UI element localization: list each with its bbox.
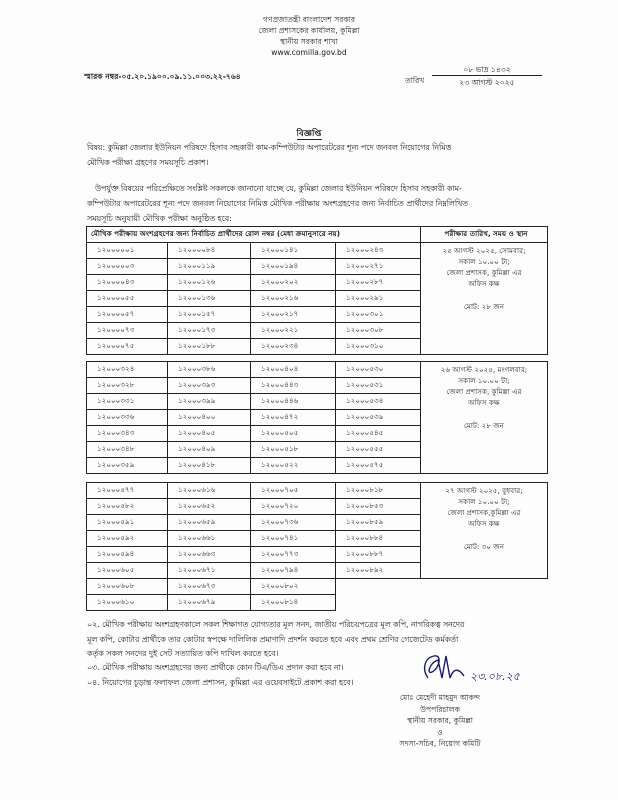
roll-cell: ১২০০০৩৯৯ [168,394,251,410]
roll-cell: ১২০০০২১৬ [251,291,336,307]
roll-cell: ১২০০০২১৭ [251,307,336,323]
signatory-name: মোঃ মেহেদী মাহমুদ আকন্দ [399,693,481,702]
roll-cell: ১২০০০৫৯২ [87,531,168,547]
exam-room: অফিস কক্ষ [468,519,500,528]
intro-line1: উপর্যুক্ত বিষয়ের পরিপ্রেক্ষিতে সংশ্লিষ্ট সকলকে জানানো যাচ্ছে যে, কুমিল্লা জেলার ইউনিয়ন পরিষদে হিসাব সহকারী কাম- [95,184,462,193]
exam-time: সকাল ১০.০০ টা; [458,497,510,506]
roll-cell: ১২০০০৫০৫ [251,426,336,442]
roll-cell: ১২০০০৫৮২ [87,499,168,515]
roll-cell: ১২০০০৭৪১ [251,531,336,547]
intro [87,181,547,226]
roll-cell: ১২০০০২৭১ [336,259,421,275]
memo-number: স্মারক নম্বর-০৫.২০.১৯০০.০৯.১১.০০৩.২২-৭৬৪ [84,72,241,81]
exam-room: অফিস কক্ষ [468,279,500,288]
exam-info [421,483,548,579]
date-label: তারিখ [405,76,425,85]
signature-date: ২৩.০৮.২৫ [470,670,520,683]
roll-cell: ১২০০০৫২২ [251,458,336,474]
roll-cell: ১২০০০৪৪৩ [251,378,336,394]
roll-cell: ১২০০০৫৯৪ [87,547,168,563]
date-english: ২৩ আগস্ট ২০২৫ [432,75,542,88]
exam-place: জেলা প্রশাসক, কুমিল্লা এর [446,387,522,396]
header-office: জেলা প্রশাসকের কার্যালয়, কুমিল্লা [258,26,360,35]
table-row [87,483,548,499]
roll-cell: ১২০০০৫৭৫ [336,458,421,474]
roll-cell: ১২০০০৪০৫ [168,426,251,442]
exam-date: ২৬ আগস্ট ২০২৫, মংগলবার; [440,365,528,374]
exam-time: সকাল ১০.০০ টা; [458,257,510,266]
signatory-committee: সদস্য-সচিব, নিয়োগ কমিটি [399,739,481,748]
roll-cell: ১২০০০৬৭৩ [168,579,251,595]
header-govt: গণপ্রজাতন্ত্রী বাংলাদেশ সরকার [262,15,356,24]
signatory-office: স্থানীয় সরকার, কুমিল্লা [407,716,473,725]
exam-info [421,362,548,474]
roll-cell: ১২০০০৩১০ [336,339,421,355]
signatory-block [330,692,550,750]
roll-cell: ১২০০০২৩৪ [251,339,336,355]
roll-cell: ১২০০০৮৮৭ [336,547,421,563]
roll-cell: ১২০০০১৭৩ [168,323,251,339]
schedule-table-2 [86,361,548,474]
roll-cell: ১২০০০৭২০ [251,499,336,515]
exam-time: সকাল ১০.০০ টা; [458,376,510,385]
roll-cell: ১২০০০০০১ [87,243,168,259]
header-website: www.comilla.gov.bd [271,48,347,57]
roll-cell: ১২০০০৬৬১ [168,531,251,547]
schedule-table-1 [86,226,548,355]
roll-cell: ১২০০০৫৩০ [336,362,421,378]
roll-cell: ১২০০০১৮৮ [168,339,251,355]
roll-cell: ১২০০০৮১৪ [251,595,336,611]
roll-cell: ১২০০০০৭৩ [87,323,168,339]
roll-cell: ১২০০০৬০৮ [87,579,168,595]
table-row [87,595,548,611]
roll-cell: ১২০০০৫৩৪ [336,394,421,410]
roll-cell: ১২০০০৩৪৮ [87,442,168,458]
roll-cell: ১২০০০২২১ [251,323,336,339]
roll-cell: ১২০০০২৯১ [336,291,421,307]
table-row [87,579,548,595]
roll-cell: ১২০০০০৮৪ [168,243,251,259]
exam-place: জেলা প্রশাসক,কুমিল্লা এর [447,508,521,517]
roll-cell: ১২০০০৩৯৩ [168,378,251,394]
exam-place: জেলা প্রশাসক, কুমিল্লা এর [446,268,522,277]
roll-cell: ১২০০০৮০২ [251,579,336,595]
signatory-and: ও [437,727,443,737]
roll-cell: ১২০০০৮৫৯ [336,515,421,531]
note-4: ০৪. নিয়োগের চূড়ান্ত ফলাফল জেলা প্রশাসন, কুমিল্লা এর ওয়েবসাইটে প্রকাশ করা হবে। [87,678,354,687]
roll-cell: ১২০০০৬৭৯ [168,595,251,611]
exam-total: মোট: ২৮ জন [464,302,505,311]
note-2-line3: কর্তৃক সকল সনদের দুই সেট সত্যায়িত কপি দাখিল করতে হবে। [87,649,279,658]
exam-total: মোট: ৩০ জন [464,542,504,551]
roll-cell: ১২০০০১২৬ [168,275,251,291]
table-row [87,362,548,378]
date-bangla: ০৮ ভাদ্র ১৪৩২ [463,65,511,74]
exam-total: মোট: ২৮ জন [464,421,504,430]
roll-cell: ১২০০০১৯৪ [251,259,336,275]
roll-header: মৌখিক পরীক্ষায় অংশগ্রহণের জন্য নির্বাচিত প্রার্থীদের রোল নম্বর (মেধা ক্রমানুসারে নয়) [87,227,421,243]
roll-cell: ১২০০০৩৩৬ [87,410,168,426]
roll-cell: ১২০০০৬১৬ [168,483,251,499]
roll-cell: ১২০০০৩৩১ [87,394,168,410]
roll-cell: ১২০০০৮১৮ [336,483,421,499]
roll-cell: ১২০০০১৩৬ [168,291,251,307]
roll-cell: ১২০০০৪৭২ [251,410,336,426]
header-branch: স্থানীয় সরকার শাখা [279,37,338,46]
subject-line2: মৌখিক পরীক্ষা গ্রহণের সময়সূচি প্রকাশ। [87,158,209,167]
roll-cell: ১২০০০৬৫২ [168,499,251,515]
roll-cell: ১২০০০০৪৩ [87,275,168,291]
roll-cell: ১২০০০৬১০ [87,595,168,611]
exam-date: ২৭ আগস্ট ২০২৫, বুধবার; [445,486,523,495]
roll-cell: ১২০০০৫৩১ [336,378,421,394]
roll-cell: ১২০০০০০৩ [87,259,168,275]
roll-cell: ১২০০০৫৭৭ [87,483,168,499]
roll-cell: ১২০০০০৫৭ [87,307,168,323]
roll-cell: ১২০০০০৭৫ [87,339,168,355]
note-3: ০৩. মৌখিক পরীক্ষায় অংশগ্রহণের জন্য প্রার্থীকে কোন টিএ/ডিএ প্রদান করা হবে না। [87,663,344,672]
signature-scribble [420,648,490,690]
roll-cell: ১২০০০৬৫৯ [168,515,251,531]
roll-cell: ১২০০০৩৮৬ [168,362,251,378]
info-header: পরীক্ষার তারিখ, সময় ও স্থান [421,227,548,243]
intro-line3: সময়সূচি অনুযায়ী মৌখিক পরীক্ষা অনুষ্ঠিত হবে: [87,214,232,223]
exam-date: ২৫ আগস্ট ২০২৫, সোমবার; [442,246,526,255]
date-block [432,64,542,88]
roll-cell: ১২০০০০৫৫ [87,291,168,307]
roll-cell: ১২০০০৭৭৩ [251,547,336,563]
subject [87,140,547,170]
roll-cell: ১২০০০৫৩৯ [336,410,421,426]
roll-cell: ১২০০০৪৪৬ [251,394,336,410]
table-header-row [87,227,548,243]
roll-cell: ১২০০০৫৫৫ [336,442,421,458]
roll-cell: ১২০০০৮৫৩ [336,499,421,515]
roll-cell: ১২০০০৩২৪ [87,362,168,378]
notice-title [0,129,618,139]
subject-line1: বিষয়: কুমিল্লা জেলার ইউনিয়ন পরিষদে হিসাব সহকারী কাম-কম্পিউটার অপারেটরের শূন্য পদে জনবল নিয়োগের নিমিত্ত [87,143,452,152]
roll-cell: ১২০০০৮৯২ [336,563,421,579]
roll-cell: ১২০০০২৪৩ [336,243,421,259]
roll-cell: ১২০০০৩০৮ [336,323,421,339]
roll-cell: ১২০০০৪০৪ [251,362,336,378]
roll-cell: ১২০০০৪১৮ [168,458,251,474]
roll-cell: ১২০০০৬৬৩ [168,547,251,563]
roll-cell: ১২০০০৩০১ [336,307,421,323]
roll-cell: ১২০০০৭৯৪ [251,563,336,579]
roll-cell: ১২০০০৭০৫ [251,483,336,499]
roll-cell: ১২০০০৪০৯ [168,442,251,458]
note-2-line2: মূল কপি, কোটার প্রার্থীকে তার কোটার স্বপক্ষে দালিলিক প্রমাণাদি প্রদর্শন করতে হবে এবং প্রথম শ্রেণির গেজেটেড কর্মকর্তা [87,634,459,644]
exam-info [421,243,548,355]
roll-cell: ১২০০০৭৩৬ [251,515,336,531]
roll-cell: ১২০০০৬০৫ [87,563,168,579]
roll-cell: ১২০০০১৫৭ [168,307,251,323]
roll-cell: ১২০০০৫১৮ [251,442,336,458]
roll-cell: ১২০০০৩৫৯ [87,458,168,474]
roll-cell: ১২০০০৬৭১ [168,563,251,579]
roll-cell: ১২০০০৫৪৫ [336,426,421,442]
intro-line2: কম্পিউটার অপারেটরের শূন্য পদে জনবল নিয়োগের নিমিত্ত মৌখিক পরীক্ষায় অংশগ্রহণের জন্য নির্বাচিত প্রার্থীদের নিম্নলিখিত [87,199,469,208]
note-2-line1: ০২. মৌখিক পরীক্ষায় অংশগ্রহণকালে সকল শিক্ষাগত যোগ্যতার মূল সনদ, জাতীয় পরিচয়পত্রের মূল কপি, নাগরিকত্ব সনদের [87,620,465,629]
roll-cell: ১২০০০২৮৭ [336,275,421,291]
roll-cell: ১২০০০১৪১ [251,243,336,259]
table-row [87,243,548,259]
schedule-table-3 [86,482,548,611]
roll-cell: ১২০০০২০২ [251,275,336,291]
roll-cell: ১২০০০৪০০ [168,410,251,426]
roll-cell: ১২০০০৮৮৪ [336,531,421,547]
roll-cell: ১২০০০৫৯১ [87,515,168,531]
exam-room: অফিস কক্ষ [468,398,500,407]
roll-cell: ১২০০০১১৯ [168,259,251,275]
notice-title-text: বিজ্ঞপ্তি [296,129,322,139]
roll-cell: ১২০০০৩২৮ [87,378,168,394]
roll-cell: ১২০০০৩৪৩ [87,426,168,442]
signatory-designation: উপপরিচালক [420,704,460,714]
